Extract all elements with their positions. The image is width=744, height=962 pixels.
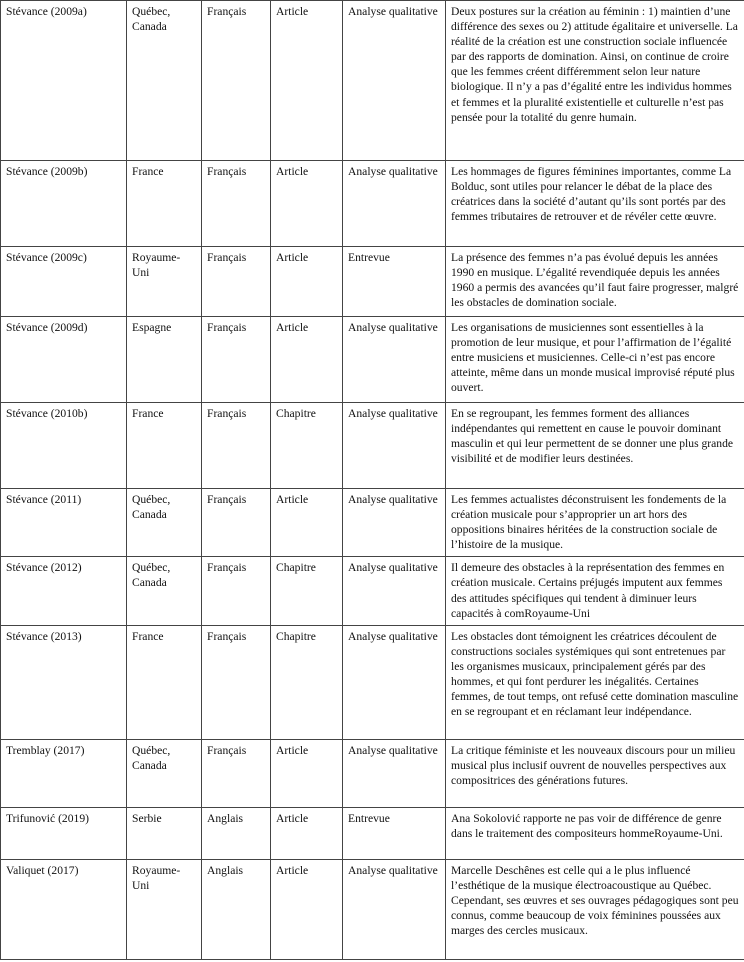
cell-reference: Valiquet (2017)	[1, 859, 127, 959]
table-row	[1, 1, 744, 161]
cell-findings: Deux postures sur la création au féminin : 1) maintien d’une différence des sexes ou 2) attitude égalitaire et universelle. La réalité de la création est une construction sociale influencée par des rapports de domination. Ainsi, on continue de croire que les femmes créent différemment selon leur nature biologique. Il n’y a pas d’égalité entre les individus hommes et femmes et la pluralité existentielle et culturelle n’est pas pensée pour la totalité du genre humain.	[446, 1, 744, 161]
cell-location: Royaume-Uni	[127, 859, 202, 959]
cell-publication-type: Article	[271, 489, 343, 557]
cell-reference: Stévance (2012)	[1, 557, 127, 625]
cell-method: Entrevue	[343, 807, 446, 859]
cell-findings: Les femmes actualistes déconstruisent les fondements de la création musicale pour s’approprier un art hors des oppositions binaires héritées de la construction sociale de l’histoire de la musique.	[446, 489, 744, 557]
cell-publication-type: Chapitre	[271, 625, 343, 739]
cell-reference: Stévance (2011)	[1, 489, 127, 557]
cell-publication-type: Chapitre	[271, 557, 343, 625]
cell-publication-type: Article	[271, 859, 343, 959]
cell-reference: Stévance (2009d)	[1, 317, 127, 403]
cell-language: Anglais	[202, 859, 271, 959]
cell-findings: Marcelle Deschênes est celle qui a le plus influencé l’esthétique de la musique électroacoustique au Québec. Cependant, ses œuvres et ses ouvrages pédagogiques sont peu connus, comme beaucoup de voix féminines poussées aux marges des cercles musicaux.	[446, 859, 744, 959]
cell-publication-type: Article	[271, 317, 343, 403]
cell-method: Analyse qualitative	[343, 859, 446, 959]
cell-reference: Stévance (2009c)	[1, 247, 127, 317]
table-row	[1, 859, 744, 959]
cell-reference: Stévance (2010b)	[1, 403, 127, 489]
cell-findings: La présence des femmes n’a pas évolué depuis les années 1990 en musique. L’égalité revendiquée depuis les années 1960 a permis des avancées qu’il faut faire progresser, malgré les obstacles de domination sociale.	[446, 247, 744, 317]
cell-method: Analyse qualitative	[343, 739, 446, 807]
cell-method: Analyse qualitative	[343, 317, 446, 403]
table-row	[1, 557, 744, 625]
cell-findings: Ana Sokolović rapporte ne pas voir de différence de genre dans le traitement des compositeurs hommeRoyaume-Uni.	[446, 807, 744, 859]
table-row	[1, 161, 744, 247]
cell-location: Québec, Canada	[127, 1, 202, 161]
cell-language: Français	[202, 489, 271, 557]
cell-reference: Stévance (2009a)	[1, 1, 127, 161]
cell-language: Français	[202, 557, 271, 625]
cell-findings: En se regroupant, les femmes forment des alliances indépendantes qui remettent en cause le pouvoir dominant masculin et qui leur permettent de se donner une plus grande visibilité et de modifier leurs destinées.	[446, 403, 744, 489]
cell-language: Français	[202, 161, 271, 247]
cell-language: Français	[202, 247, 271, 317]
table-row	[1, 247, 744, 317]
cell-findings: La critique féministe et les nouveaux discours pour un milieu musical plus inclusif ouvrent de nouvelles perspectives aux compositrices des générations futures.	[446, 739, 744, 807]
table-row	[1, 807, 744, 859]
cell-method: Analyse qualitative	[343, 403, 446, 489]
cell-language: Français	[202, 625, 271, 739]
cell-language: Anglais	[202, 807, 271, 859]
cell-location: Espagne	[127, 317, 202, 403]
cell-findings: Il demeure des obstacles à la représentation des femmes en création musicale. Certains préjugés imputent aux femmes des attitudes spécifiques qui tendent à diminuer leurs capacités à comRoyaume-Uni	[446, 557, 744, 625]
cell-reference: Stévance (2009b)	[1, 161, 127, 247]
cell-method: Analyse qualitative	[343, 1, 446, 161]
table-row	[1, 403, 744, 489]
table-row	[1, 317, 744, 403]
cell-location: Québec, Canada	[127, 739, 202, 807]
cell-publication-type: Chapitre	[271, 403, 343, 489]
cell-reference: Stévance (2013)	[1, 625, 127, 739]
cell-method: Analyse qualitative	[343, 557, 446, 625]
table-row	[1, 489, 744, 557]
cell-findings: Les obstacles dont témoignent les créatrices découlent de constructions sociales systémiques qui sont entretenues par les organismes musicaux, principalement gérés par des hommes, et qui font perdurer les inégalités. Certaines femmes, de tout temps, ont refusé cette domination masculine en se regroupant et en réclamant leur indépendance.	[446, 625, 744, 739]
cell-publication-type: Article	[271, 247, 343, 317]
cell-method: Analyse qualitative	[343, 161, 446, 247]
cell-publication-type: Article	[271, 807, 343, 859]
cell-reference: Tremblay (2017)	[1, 739, 127, 807]
cell-publication-type: Article	[271, 739, 343, 807]
cell-location: France	[127, 161, 202, 247]
cell-method: Entrevue	[343, 247, 446, 317]
table-row	[1, 625, 744, 739]
cell-publication-type: Article	[271, 1, 343, 161]
cell-publication-type: Article	[271, 161, 343, 247]
cell-language: Français	[202, 1, 271, 161]
cell-location: Québec, Canada	[127, 557, 202, 625]
cell-language: Français	[202, 317, 271, 403]
cell-location: Serbie	[127, 807, 202, 859]
cell-language: Français	[202, 739, 271, 807]
cell-findings: Les organisations de musiciennes sont essentielles à la promotion de leur musique, et pour l’affirmation de l’égalité entre musiciens et musiciennes. Celle-ci n’est pas encore atteinte, même dans un monde musical improvisé réputé plus ouvert.	[446, 317, 744, 403]
table-row	[1, 739, 744, 807]
cell-location: Royaume-Uni	[127, 247, 202, 317]
cell-reference: Trifunović (2019)	[1, 807, 127, 859]
cell-findings: Les hommages de figures féminines importantes, comme La Bolduc, sont utiles pour relancer le débat de la place des créatrices dans la société d’autant qu’ils sont portés par des femmes tributaires de retrouver et de révéler cette œuvre.	[446, 161, 744, 247]
cell-method: Analyse qualitative	[343, 489, 446, 557]
cell-method: Analyse qualitative	[343, 625, 446, 739]
cell-location: France	[127, 625, 202, 739]
cell-location: Québec, Canada	[127, 489, 202, 557]
table-body	[1, 1, 744, 960]
cell-language: Français	[202, 403, 271, 489]
cell-location: France	[127, 403, 202, 489]
